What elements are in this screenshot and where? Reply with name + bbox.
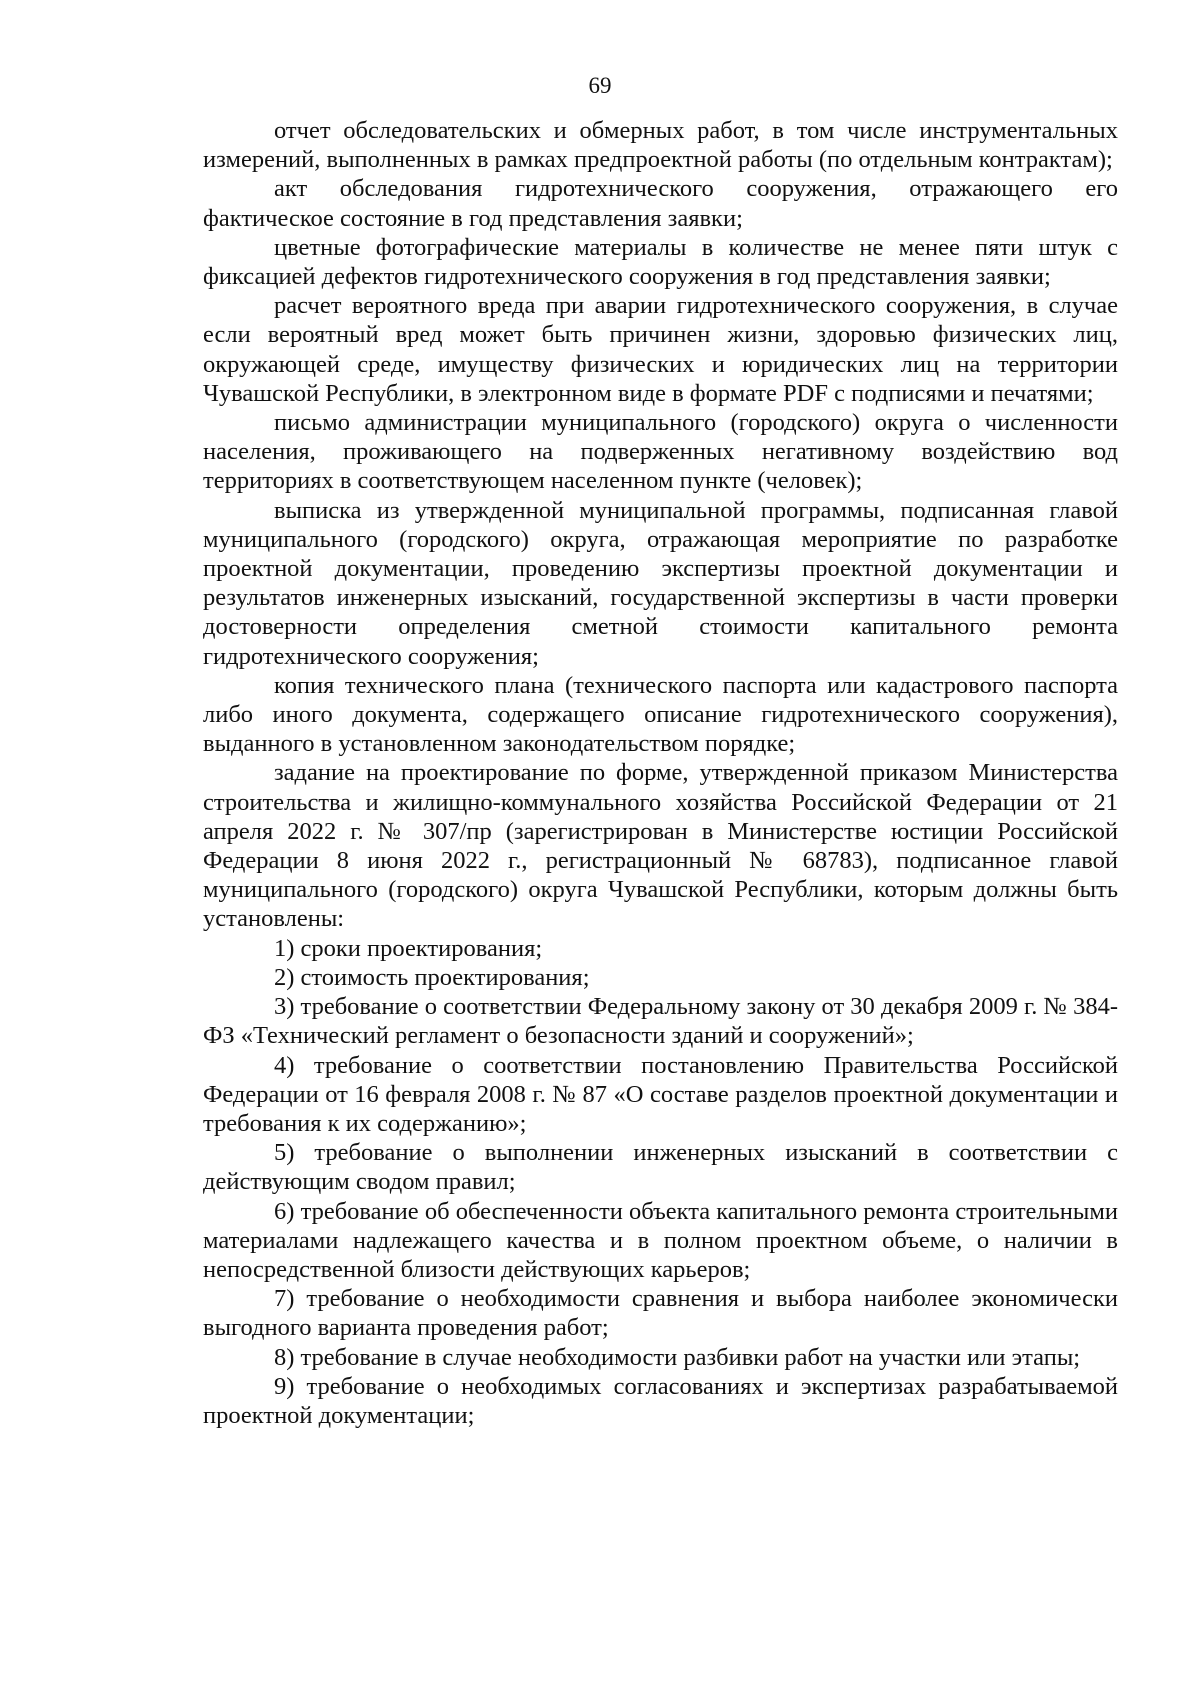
paragraph: отчет обследовательских и обмерных работ, в том числе инструментальных измерений, выполненных в рамках предпроектной работы (по отдельным контрактам);: [203, 117, 1118, 174]
list-item: 2) стоимость проектирования;: [274, 963, 590, 991]
list-item: 1) сроки проектирования;: [274, 934, 543, 962]
paragraph: расчет вероятного вреда при аварии гидротехнического сооружения, в случае если вероятный вред может быть причинен жизни, здоровью физических лиц, окружающей среде, имуществу физических и юридических лиц на территории Чувашской Республики, в электронном виде в формате PDF с подписями и печатями;: [203, 292, 1118, 407]
list-item: 3) требование о соответствии Федеральному закону от 30 декабря 2009 г. № 384-ФЗ «Технический регламент о безопасности зданий и сооружений»;: [203, 993, 1118, 1050]
paragraph: копия технического плана (технического паспорта или кадастрового паспорта либо иного документа, содержащего описание гидротехнического сооружения), выданного в установленном законодательством порядке;: [203, 671, 1118, 758]
document-body: [203, 116, 1118, 1430]
list-item: 9) требование о необходимых согласованиях и экспертизах разрабатываемой проектной документации;: [203, 1372, 1118, 1429]
paragraph: акт обследования гидротехнического сооружения, отражающего его фактическое состояние в год представления заявки;: [203, 175, 1118, 232]
paragraph: цветные фотографические материалы в количестве не менее пяти штук с фиксацией дефектов гидротехнического сооружения в год представления заявки;: [203, 233, 1118, 291]
list-item: 8) требование в случае необходимости разбивки работ на участки или этапы;: [274, 1343, 1081, 1371]
list-item: 6) требование об обеспеченности объекта капитального ремонта строительными материалами надлежащего качества и в полном проектном объеме, о наличии в непосредственной близости действующих карьеров;: [203, 1197, 1118, 1283]
page-number: 69: [588, 73, 612, 98]
list-item: 7) требование о необходимости сравнения и выбора наиболее экономически выгодного варианта проведения работ;: [203, 1285, 1118, 1342]
paragraph: письмо администрации муниципального (городского) округа о численности населения, проживающего на подверженных негативному воздействию вод территориях в соответствующем населенном пункте (человек);: [203, 409, 1118, 495]
list-item: 4) требование о соответствии постановлению Правительства Российской Федерации от 16 февраля 2008 г. № 87 «О составе разделов проектной документации и требования к их содержанию»;: [203, 1051, 1118, 1137]
paragraph: выписка из утвержденной муниципальной программы, подписанная главой муниципального (городского) округа, отражающая мероприятие по разработке проектной документации, проведению экспертизы проектной документации и результатов инженерных изысканий, государственной экспертизы в части проверки достоверности определения сметной стоимости капитального ремонта гидротехнического сооружения;: [203, 496, 1118, 670]
paragraph: задание на проектирование по форме, утвержденной приказом Министерства строительства и жилищно-коммунального хозяйства Российской Федерации от 21 апреля 2022 г. № 307/пр (зарегистрирован в Министерстве юстиции Российской Федерации 8 июня 2022 г., регистрационный № 68783), подписанное главой муниципального (городского) округа Чувашской Республики, которым должны быть установлены:: [203, 759, 1118, 933]
list-item: 5) требование о выполнении инженерных изысканий в соответствии с действующим сводом правил;: [203, 1139, 1118, 1196]
